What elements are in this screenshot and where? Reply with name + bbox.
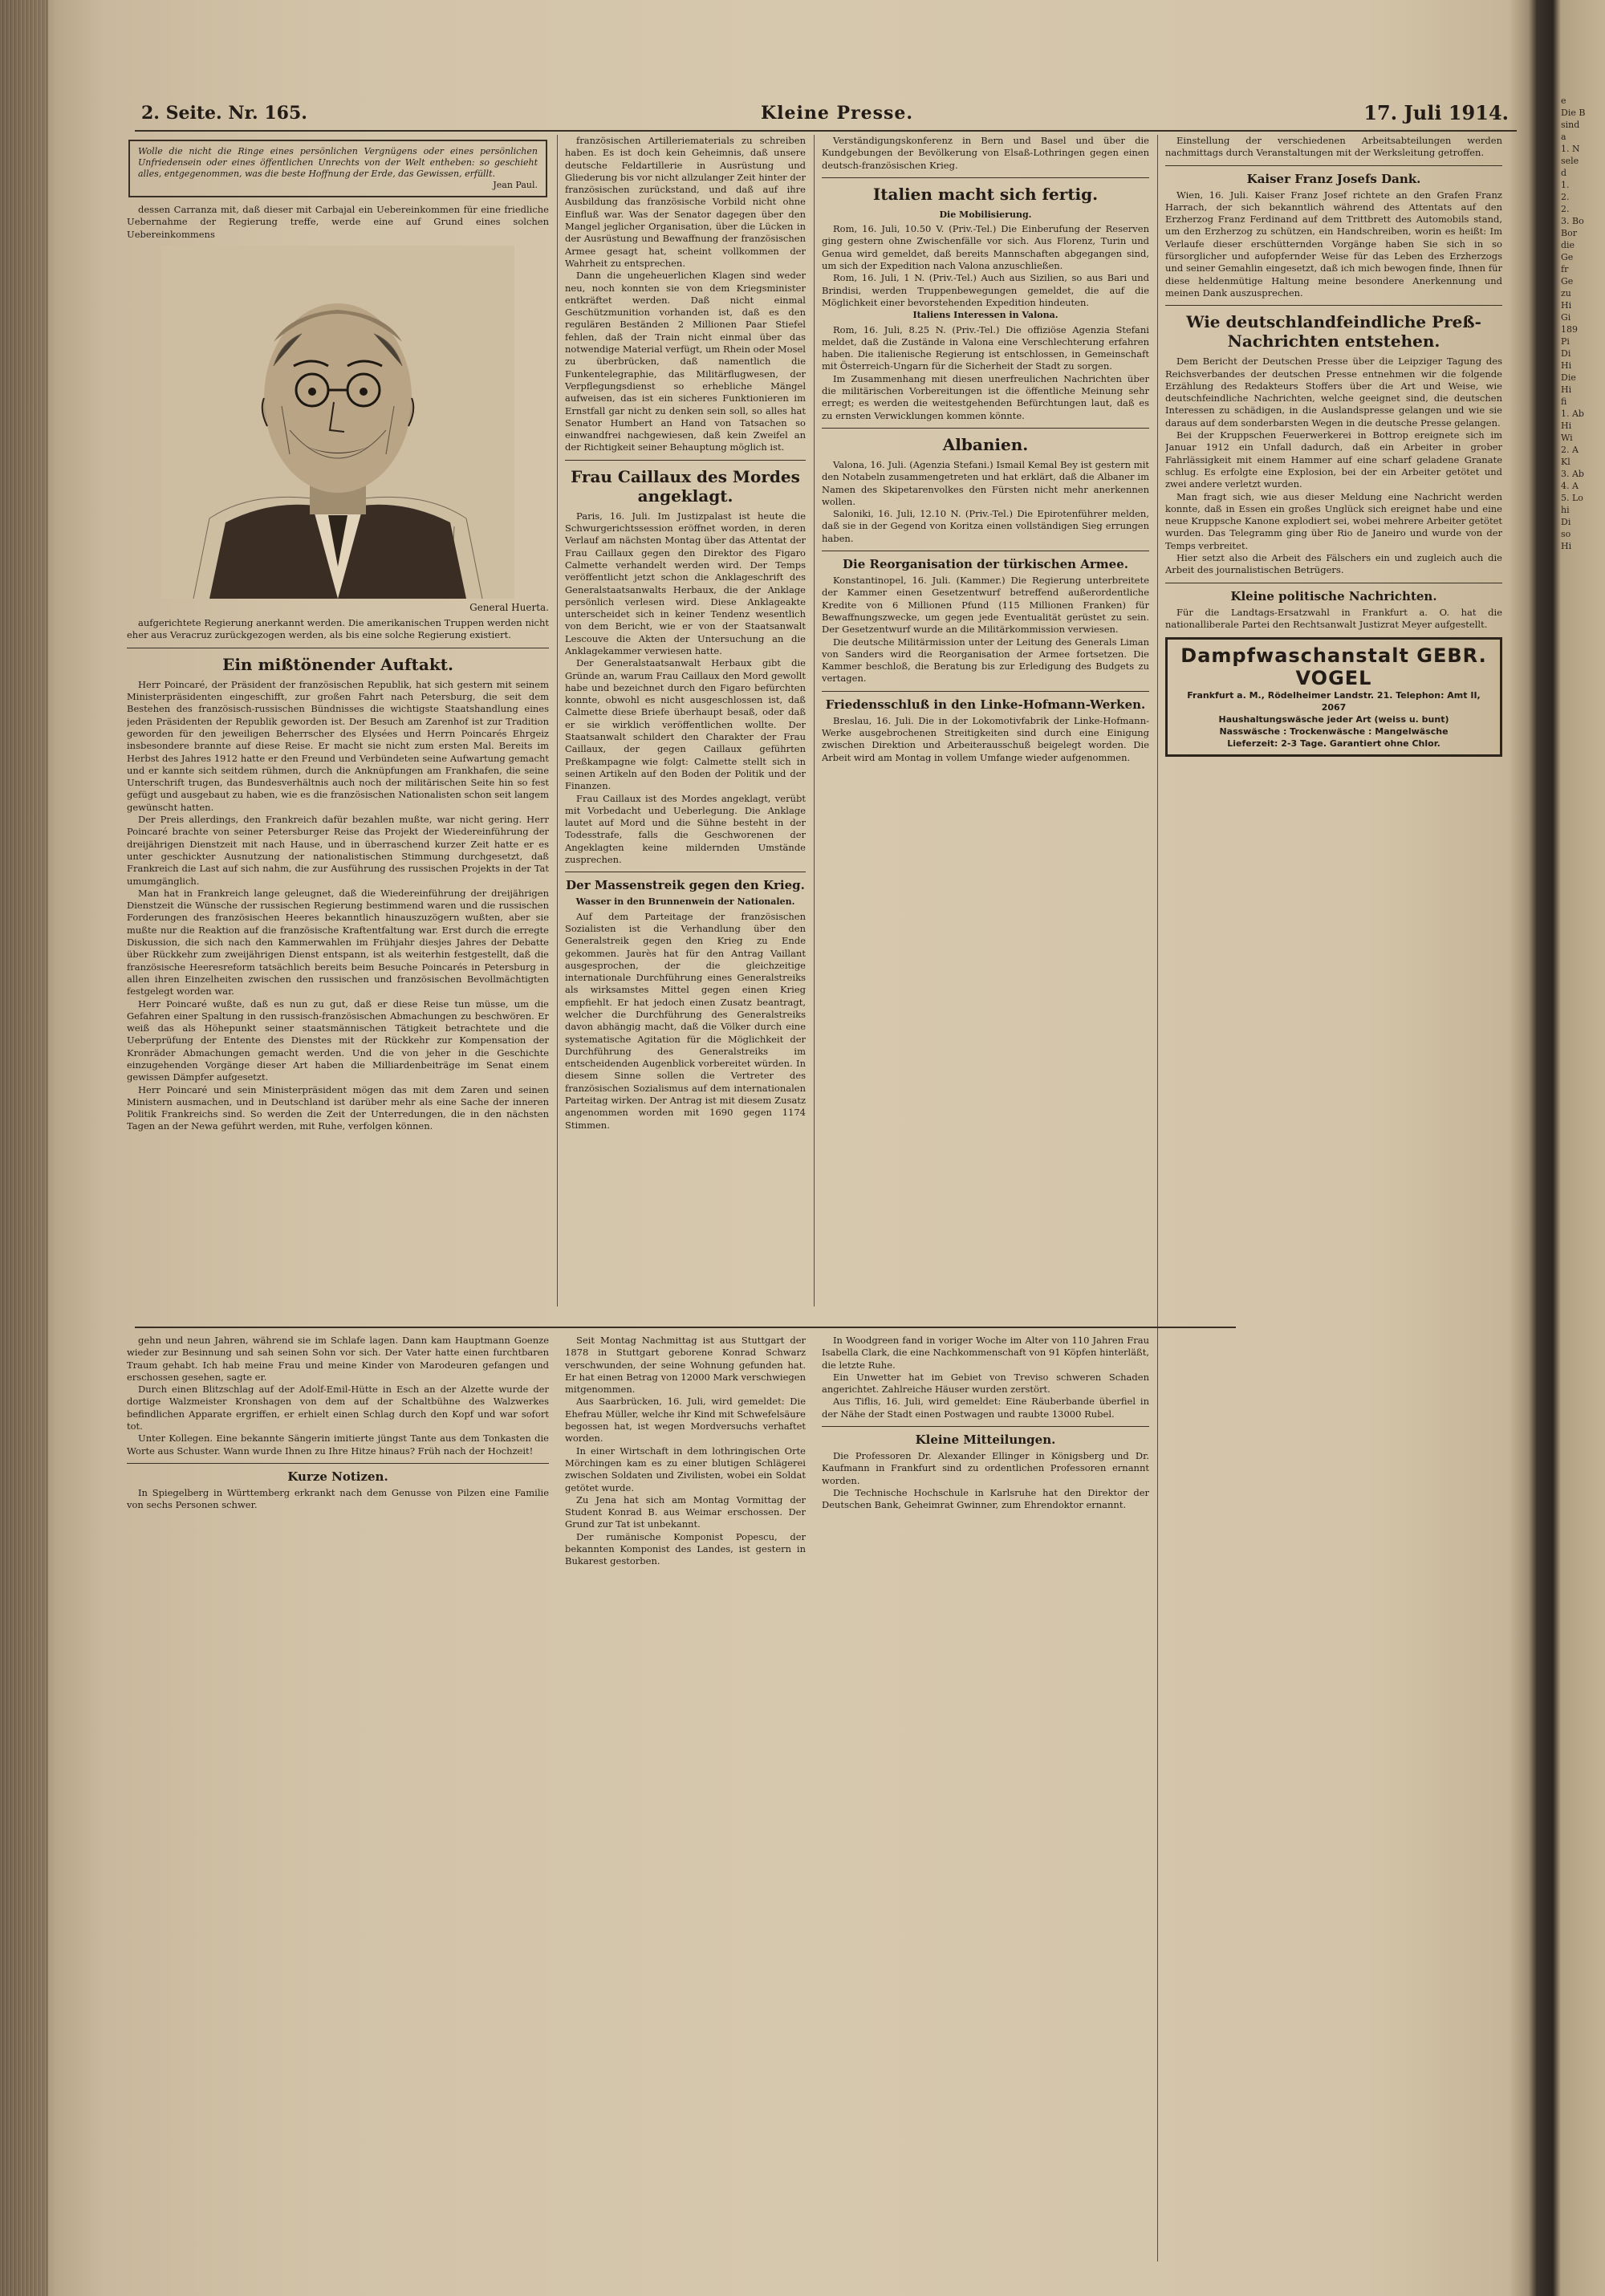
facing-line: Wi xyxy=(1561,433,1573,443)
motto-box xyxy=(128,140,547,197)
facing-line: Ge xyxy=(1561,252,1574,262)
facing-line: 4. A xyxy=(1561,481,1579,491)
header-rule xyxy=(135,130,1517,132)
paragraph: Ein Unwetter hat im Gebiet von Treviso schweren Schaden angerichtet. Zahlreiche Häuser wurden zerstört. xyxy=(822,1371,1149,1396)
facing-line: fr xyxy=(1561,264,1569,274)
paragraph: Für die Landtags-Ersatzwahl in Frankfurt a. O. hat die nationalliberale Partei den Rechtsanwalt Justizrat Meyer aufgestellt. xyxy=(1165,606,1502,630)
page-number: 2. Seite. Nr. 165. xyxy=(141,103,307,124)
headline: Kleine politische Nachrichten. xyxy=(1230,588,1437,603)
facing-line: Di xyxy=(1561,517,1571,527)
headline: Frau Caillaux des Mordes angeklagt. xyxy=(571,466,800,506)
facing-line: d xyxy=(1561,168,1567,178)
section-rule xyxy=(822,428,1149,429)
facing-line: so xyxy=(1561,529,1571,539)
facing-line: zu xyxy=(1561,288,1571,299)
paragraph: Herr Poincaré, der Präsident der französischen Republik, hat sich gestern mit seinem Ministerpräsidenten eingeschifft, zur großen Fahrt nach Petersburg, die seit dem Bestehen des französisch-russischen Bündnisses die wichtigste Staatshandlung eines jeden Präsidenten der Republik geworden ist. Der Besuch am Zarenhof ist zur Tradition geworden für den jeweiligen Beherrscher des Elysées und Herrn Poincarés Ehrgeiz insbesondere brannte auf diese Reise. Er macht sie nicht zum ersten Mal. Bereits im Herbst des Jahres 1912 hatte er den Freund und Verbündeten seine Aufwartung gemacht und er kannte sich seitdem rühmen, durch die Anknüpfungen am Frankhafen, die seine Unterschrift trugen, das Bundesverhältnis auch noch der militärischen Seite hin so fest gefügt und ausgebaut zu haben, wie es die französischen Nationalisten schon seit langem gewünscht hatten. xyxy=(127,678,549,813)
facing-line: 5. Lo xyxy=(1561,493,1583,503)
paragraph: Rom, 16. Juli, 8.25 N. (Priv.-Tel.) Die offiziöse Agenzia Stefani meldet, daß die Zustände in Valona eine Verschlechterung erfahren haben. Die italienische Regierung ist entschlossen, in Gemeinschaft mit Österreich-Ungarn für die Sicherheit der Stadt zu sorgen. xyxy=(822,323,1149,372)
paragraph: Saloniki, 16. Juli, 12.10 N. (Priv.-Tel.) Die Epirotenführer melden, daß sie in der Gegend von Koritza einen vollständigen Sieg errungen haben. xyxy=(822,508,1149,544)
headline: Italien macht sich fertig. xyxy=(872,184,1099,204)
motto-text: Wolle die nicht die Ringe eines persönlichen Vergnügens oder eines persönlichen Unfriedensein oder eines öffentlichen Unrechts von der Welt entheben: so geschieht alles, entgegenommen, was die beste Hoffnung der Erde, das Gewissen, erfüllt. xyxy=(138,146,538,179)
facing-line: die xyxy=(1561,240,1575,250)
newspaper-page xyxy=(119,95,1525,2261)
paragraph: Herr Poincaré und sein Ministerpräsident mögen das mit dem Zaren und seinen Ministern ausmachen, und in Deutschland ist darüber mehr als eine Sache der inneren Politik Frankreichs sind. So werden die Zeit der Unterredungen, die in den nächsten Tagen an der Newa geführt werden, mit Ruhe, verfolgen können. xyxy=(127,1083,549,1132)
subheadline: Die Mobilisierung. xyxy=(939,209,1032,220)
headline: Der Massenstreik gegen den Krieg. xyxy=(566,878,805,893)
headline: Kurze Notizen. xyxy=(287,1469,388,1484)
paragraph: Man fragt sich, wie aus dieser Meldung eine Nachricht werden konnte, daß in Essen ein großes Unglück sich ereignet habe und eine neue Kruppsche Kanone explodiert sei, wobei mehrere Arbeiter getötet wurden. Das Telegramm ging über Rio de Janeiro und wurde von der Temps verbreitet. xyxy=(1165,490,1502,551)
portrait-caption: General Huerta. xyxy=(469,601,549,613)
facing-line: fi xyxy=(1561,396,1567,407)
facing-line: 189 xyxy=(1561,324,1578,335)
bottom-column-3 xyxy=(822,1335,1149,2217)
section-rule xyxy=(565,460,806,461)
paragraph: Durch einen Blitzschlag auf der Adolf-Emil-Hütte in Esch an der Alzette wurde der dortige Walzmeister Kronshagen von dem auf der Schaltbühne des Walzwerkes befindlichen Apparate ergriffen, er erhielt einen Schlag durch den Kopf und war sofort tot. xyxy=(127,1384,549,1432)
masthead: Kleine Presse. xyxy=(761,103,914,124)
facing-line: Hi xyxy=(1561,421,1572,431)
subheadline: Italiens Interessen in Valona. xyxy=(912,310,1058,321)
paragraph: Breslau, 16. Juli. Die in der Lokomotivfabrik der Linke-Hofmann-Werke ausgebrochenen Streitigkeiten sind durch eine Einigung zwischen Direktion und Arbeiterausschuß beigelegt worden. Die Arbeit wird am Montag in vollem Umfange wieder aufgenommen. xyxy=(822,714,1149,763)
paragraph: Rom, 16. Juli, 10.50 V. (Priv.-Tel.) Die Einberufung der Reserven ging gestern ohne Zwischenfälle vor sich. Aus Florenz, Turin und Genua wird gemeldet, daß bereits Mannschaften abgegangen sind, um sich der Expedition nach Valona anzuschließen. xyxy=(822,223,1149,272)
column-divider xyxy=(557,135,558,1306)
facing-line: Hi xyxy=(1561,384,1572,395)
section-rule xyxy=(1165,165,1502,166)
column-1 xyxy=(127,135,549,1323)
paragraph: Dem Bericht der Deutschen Presse über die Leipziger Tagung des Reichsverbandes der deutschen Presse entnehmen wir die folgende Erzählung des Redakteurs Stoffers über die Art und Weise, wie deutschfeindliche Nachrichten, welche geeignet sind, die deutschen Interessen zu schädigen, in die Auslandspresse gelangen und wie sie daraus auf dem sonderbarsten Wegen in die deutsche Presse gelangen. xyxy=(1165,356,1502,429)
facing-line: hi xyxy=(1561,505,1570,515)
ad-title: Dampfwaschanstalt GEBR. VOGEL xyxy=(1180,644,1487,690)
paragraph: Paris, 16. Juli. Im Justizpalast ist heute die Schwurgerichtssession eröffnet worden, in deren Verlauf am nächsten Montag über das Attentat der Frau Caillaux gegen den Direktor des Figaro Calmette verhandelt werden wird. Der Temps veröffentlicht jetzt schon die Anklageschrift des Generalstaatsanwalts Herbaux, die der Anklage persönlich verlesen wird. Diese Anklageakte unterscheidet sich in keiner Tendenz wesentlich von dem Bericht, wie er von der Staatsanwalt Lescouve die Akten der Untersuchung an die Anklagekammer verwiesen hatte. xyxy=(565,510,806,656)
facing-line: 2. xyxy=(1561,192,1570,202)
facing-line: Kl xyxy=(1561,457,1570,467)
paragraph: Dann die ungeheuerlichen Klagen sind weder neu, noch konnten sie von dem Kriegsminister entkräftet werden. Daß nicht einmal Geschützmunition vorhanden ist, daß es den regulären Beständen 2 Millionen Paar Stiefel fehlen, daß der Train nicht einmal über das notwendige Material verfügt, um Rhein oder Mosel zu überbrücken, daß namentlich die Funkentelegraphie, das Militärflugwesen, der Verpflegungsdienst so erhebliche Mängel aufweisen, das ist ein sicheres Funktionieren im Ernstfall gar nicht zu denken sein soll, so alles hat Senator Humbert an Hand von Tatsachen so einwandfrei nachgewiesen, daß kein Zweifel an der Richtigkeit seiner Behauptung möglich ist. xyxy=(565,270,806,453)
intro-text: dessen Carranza mit, daß dieser mit Carbajal ein Uebereinkommen für eine friedliche Uebernahme der Regierung treffe, werde eine auf Grund eines solchen Uebereinkommens xyxy=(127,204,549,240)
paragraph: Im Zusammenhang mit diesen unerfreulichen Nachrichten über die militärischen Vorbereitungen ist die öffentliche Meinung sehr erregt; es werden die weitestgehenden Befürchtungen laut, daß es zu ernsten Verwicklungen kommen könnte. xyxy=(822,372,1149,421)
issue-date: 17. Juli 1914. xyxy=(1363,101,1509,124)
paragraph: Konstantinopel, 16. Juli. (Kammer.) Die Regierung unterbreitete der Kammer einen Gesetzentwurf betreffend außerordentliche Kredite von 6 Millionen Pfund (115 Millionen Franken) für Bewaffnungszwecke, um gegen jede Eventualität gerüstet zu sein. Der Gesetzentwurf wurde an die Militärkommission verwiesen. xyxy=(822,575,1149,636)
paragraph: In einer Wirtschaft in dem lothringischen Orte Mörchingen kam es zu einer blutigen Schlägerei zwischen Soldaten und Zivilisten, wobei ein Soldat getötet wurde. xyxy=(565,1445,806,1493)
facing-line: 1. N xyxy=(1561,144,1580,154)
ad-address: Frankfurt a. M., Rödelheimer Landstr. 21. Telephon: Amt II, 2067 xyxy=(1187,690,1481,713)
ad-line: Nasswäsche : Trockenwäsche : Mangelwäsche xyxy=(1219,726,1449,738)
advertisement-laundry xyxy=(1165,637,1502,757)
paragraph: Die Professoren Dr. Alexander Ellinger in Königsberg und Dr. Kaufmann in Frankfurt sind zu ordentlichen Professoren ernannt worden. xyxy=(822,1450,1149,1486)
paragraph: Aus Tiflis, 16. Juli, wird gemeldet: Eine Räuberbande überfiel in der Nähe der Stadt einen Postwagen und raubte 13000 Rubel. xyxy=(822,1396,1149,1420)
headline: Kaiser Franz Josefs Dank. xyxy=(1246,171,1421,186)
facing-line: Hi xyxy=(1561,300,1572,311)
column-divider xyxy=(1157,135,1158,2261)
paragraph: Bei der Kruppschen Feuerwerkerei in Bottrop ereignete sich im Januar 1912 ein Unfall dadurch, daß ein Arbeiter in grober Fahrlässigkeit mit einem Hammer auf eine scharf geladene Granate schlug. Es erfolgte eine Explosion, bei der ein Arbeiter getötet und zwei andere verletzt wurden. xyxy=(1165,429,1502,490)
headline: Die Reorganisation der türkischen Armee. xyxy=(843,557,1128,572)
facing-line: 2. xyxy=(1561,204,1570,214)
facing-line: a xyxy=(1561,132,1566,142)
portrait-engraving xyxy=(161,246,514,599)
paragraph: Seit Montag Nachmittag ist aus Stuttgart der 1878 in Stuttgart geborene Konrad Schwarz verschwunden, der seine Wohnung gefunden hat. Er hat einen Betrag von 12000 Mark verschwiegen mitgenommen. xyxy=(565,1335,806,1396)
paragraph: In Spiegelberg in Württemberg erkrankt nach dem Genusse von Pilzen eine Familie von sechs Personen schwer. xyxy=(127,1486,549,1511)
facing-line: sind xyxy=(1561,120,1580,130)
facing-line: Hi xyxy=(1561,541,1572,551)
paragraph: Die Technische Hochschule in Karlsruhe hat den Direktor der Deutschen Bank, Geheimrat Gwinner, zum Ehrendoktor ernannt. xyxy=(822,1486,1149,1511)
column-3 xyxy=(822,135,1149,1323)
facing-line: e xyxy=(1561,95,1566,106)
paragraph: Der Preis allerdings, den Frankreich dafür bezahlen mußte, war nicht gering. Herr Poincaré brachte von seiner Petersburger Reise das Projekt der Wiedereinführung der dreijährigen Dienstzeit mit nach Hause, und in überraschend kurzer Zeit hatte er es unter geschickter Ausnutzung der nationalistischen Stimmung durchgesetzt, daß Frankreich die Last auf sich nahm, die zur Ausführung des russischen Projekts in der Tat umumgänglich. xyxy=(127,814,549,887)
book-edge xyxy=(0,0,48,2296)
facing-line: 1. xyxy=(1561,180,1570,190)
subheadline: Wasser in den Brunnenwein der Nationalen. xyxy=(575,896,795,908)
paragraph: Verständigungskonferenz in Bern und Basel und über die Kundgebungen der Bevölkerung von Elsaß-Lothringen gegen einen deutsch-französischen Krieg. xyxy=(822,135,1149,171)
paragraph: Herr Poincaré wußte, daß es nun zu gut, daß er diese Reise tun müsse, um die Gefahren einer Spaltung in den russisch-französischen Abmachungen zu beschwören. Er weiß das als Höhepunkt seiner staatsmännischen Tätigkeit betrachtete und die Ueberprüfung der Entente des Dienstes mit der Rückkehr zur Kompensation der Kronräder Abmachungen gemacht werden. Und die von jeher in die Geschichte einzugehenden Vorgänge dieser Art haben die Milliardenbeiträge im Senat einem gewissen Dämpfer aufgesetzt. xyxy=(127,998,549,1083)
column-4 xyxy=(1165,135,1502,2221)
facing-page-edge xyxy=(1561,95,1605,2261)
paragraph: In Woodgreen fand in voriger Woche im Alter von 110 Jahren Frau Isabella Clark, die eine Nachkommenschaft von 91 Köpfen hinterläßt, die letzte Ruhe. xyxy=(822,1335,1149,1371)
facing-line: Die xyxy=(1561,372,1576,383)
paragraph: Man hat in Frankreich lange geleugnet, daß die Wiedereinführung der dreijährigen Dienstzeit die Wünsche der russischen Regierung bestimmend waren und die russischen Forderungen des französischen Heeres bekanntlich hinauszuzögern wußten, aber sie mußte nur die Reaktion auf die französische Kraftentfaltung war. Erst durch die erregte Diskussion, die sich nach den Kammerwahlen im Frühjahr diesjes Jahres der Debatte über Rückkehr zum zweijährigen Dienst entspann, ist als weiterhin festgestellt, daß die französische Heeresreform tatsächlich bereits beim Besuche Poincarés in Petersburg in allen ihren Einzelheiten zwischen den russischen und französischen Bevollmächtigten festgelegt worden war. xyxy=(127,887,549,998)
paragraph: gehn und neun Jahren, während sie im Schlafe lagen. Dann kam Hauptmann Goenze wieder zur Besinnung und sah seinen Sohn vor sich. Der Vater hatte einen furchtbaren Traum gehabt. Ich hab meine Frau und meine Kinder von Marodeuren gefangen und erschossen gesehen, sagte er. xyxy=(127,1335,549,1383)
headline: Ein mißtönender Auftakt. xyxy=(222,654,453,674)
paragraph: aufgerichtete Regierung anerkannt werden. Die amerikanischen Truppen werden nicht eher aus Veracruz zurückgezogen werden, als bis eine solche Regierung existiert. xyxy=(127,617,549,641)
facing-line: 3. Ab xyxy=(1561,469,1584,479)
facing-line: Die B xyxy=(1561,108,1586,118)
facing-line: sele xyxy=(1561,156,1579,166)
section-rule xyxy=(127,1463,549,1464)
bottom-column-1 xyxy=(127,1335,549,2217)
facing-line: 2. A xyxy=(1561,445,1579,455)
facing-line: Ge xyxy=(1561,276,1574,286)
paragraph: Die deutsche Militärmission unter der Leitung des Generals Liman von Sanders wird die Reorganisation der Armee fortsetzen. Die Kammer beschloß, die Beratung bis zur Erledigung des Budgets zu vertagen. xyxy=(822,636,1149,685)
page-header xyxy=(119,95,1525,127)
ad-line: Lieferzeit: 2-3 Tage. Garantiert ohne Chlor. xyxy=(1227,738,1440,750)
facing-line: 1. Ab xyxy=(1561,408,1584,419)
headline: Kleine Mitteilungen. xyxy=(915,1432,1056,1448)
facing-line: 3. Bo xyxy=(1561,216,1584,226)
paragraph: Frau Caillaux ist des Mordes angeklagt, verübt mit Vorbedacht und Ueberlegung. Die Anklage lautet auf Mord und die Sühne besteht in der Todesstrafe, falls die Geschworenen der Angeklagten keine mildernden Umstände zusprechen. xyxy=(565,792,806,866)
paragraph: Wien, 16. Juli. Kaiser Franz Josef richtete an den Grafen Franz Harrach, der sich bekanntlich während des Attentats auf den Erzherzog Franz Ferdinand auf dem Trittbrett des Automobils stand, um den Erzherzog zu schützen, ein Handschreiben, worin es heißt: Im Verlaufe dieser erschütternden Vorgänge haben Sie sich in so fürsorglicher und aufopfernder Weise für das Leben des Erzherzogs und seiner Gemahlin eingesetzt, daß ich mich bewogen finde, Ihnen für diese heldenmütige Haltung meine besondere Anerkennung und meinen Dank auszusprechen. xyxy=(1165,189,1502,299)
bottom-column-2 xyxy=(565,1335,806,2217)
section-rule xyxy=(822,691,1149,692)
paragraph: französischen Artilleriematerials zu schreiben haben. Es ist doch kein Geheimnis, daß unsere deutsche Feldartillerie in Ausrüstung und Gliederung bis vor nicht allzulanger Zeit hinter der französischen zurückstand, und daß auf ihre Ausbildung das französische Vorbild nicht ohne Einfluß war. Was der Senator dagegen über den Mangel jeglicher Organisation, über die Lücken in der Ausrüstung und Bewaffnung der französischen Armee gesagt hat, scheint vollkommen der Wahrheit zu entsprechen. xyxy=(565,135,806,269)
paragraph: Der rumänische Komponist Popescu, der bekannten Komponist des Landes, ist gestern in Bukarest gestorben. xyxy=(565,1530,806,1567)
headline: Albanien. xyxy=(942,434,1029,454)
section-rule xyxy=(1165,305,1502,306)
paragraph: Hier setzt also die Arbeit des Fälschers ein und zugleich auch die Arbeit des journalistischen Betrügers. xyxy=(1165,552,1502,576)
facing-line: Pi xyxy=(1561,336,1570,347)
motto-author: Jean Paul. xyxy=(493,180,538,190)
column-divider xyxy=(814,135,815,1306)
facing-line: Hi xyxy=(1561,360,1572,371)
ad-line: Haushaltungswäsche jeder Art (weiss u. bunt) xyxy=(1218,714,1449,725)
paragraph: Auf dem Parteitage der französischen Sozialisten ist die Verhandlung über den Generalstreik gegen den Krieg zu Ende gekommen. Jaurès hat für den Antrag Vaillant ausgesprochen, der die gleichzeitige internationale Durchführung eines Generalstreiks als wirksamstes Mittel gegen einen Krieg empfiehlt. Er hat jedoch einen Zusatz beantragt, welcher die Durchführung des Generalstreiks davon abhängig macht, daß die Völker durch eine systematische Agitation für die Möglichkeit der Durchführung des Generalstreiks im entscheidenden Augenblick vorbereitet würden. In diesem Sinne sollen die Vertreter des französischen Sozialismus auf dem internationalen Parteitag wirken. Der Antrag ist mit diesem Zusatz angenommen worden mit 1690 gegen 1174 Stimmen. xyxy=(565,910,806,1131)
feuilleton-rule xyxy=(135,1327,1236,1328)
facing-line: Di xyxy=(1561,348,1571,359)
facing-line: Bor xyxy=(1561,228,1577,238)
paragraph: Einstellung der verschiedenen Arbeitsabteilungen werden nachmittags durch Veranstaltungen mit der Werksleitung getroffen. xyxy=(1165,135,1502,159)
paragraph: Zu Jena hat sich am Montag Vormittag der Student Konrad B. aus Weimar erschossen. Der Grund zur Tat ist unbekannt. xyxy=(565,1493,806,1530)
facing-line: Gi xyxy=(1561,312,1571,323)
section-rule xyxy=(822,177,1149,178)
paragraph: Unter Kollegen. Eine bekannte Sängerin imitierte jüngst Tante aus dem Tonkasten die Worte aus Schuster. Wann wurde Ihnen zu Ihre Hitze hinaus? Früh nach der Hochzeit! xyxy=(127,1432,549,1457)
paragraph: Aus Saarbrücken, 16. Juli, wird gemeldet: Die Ehefrau Müller, welche ihr Kind mit Schwefelsäure begossen hat, ist wegen Mordversuchs verhaftet worden. xyxy=(565,1396,806,1445)
headline: Friedensschluß in den Linke-Hofmann-Werken. xyxy=(825,697,1146,712)
headline: Wie deutschlandfeindliche Preß-Nachrichten entstehen. xyxy=(1186,312,1481,352)
paragraph: Rom, 16. Juli, 1 N. (Priv.-Tel.) Auch aus Sizilien, so aus Bari und Brindisi, werden Truppenbewegungen gemeldet, die auf die Möglichkeit einer bevorstehenden Expedition hindeuten. xyxy=(822,272,1149,308)
section-rule xyxy=(822,1426,1149,1427)
column-2 xyxy=(565,135,806,1323)
paragraph: Valona, 16. Juli. (Agenzia Stefani.) Ismail Kemal Bey ist gestern mit den Notabeln zusammengetreten und hat erklärt, daß die Albaner im Namen des Skipetarenvolkes den Fürsten nicht mehr anerkennen wollen. xyxy=(822,458,1149,507)
paragraph: Der Generalstaatsanwalt Herbaux gibt die Gründe an, warum Frau Caillaux den Mord gewollt habe und bezeichnet durch den Figaro befürchten konnte, obwohl es nicht ausgeschlossen ist, daß Calmette diese Briefe überhaupt besaß, oder daß er sie wirklich veröffentlichen wollte. Der Staatsanwalt schildert den Charakter der Frau Caillaux, der gegen Caillaux geführten Preßkampagne wie folgt: Calmette stellt sich in seinen Artikeln auf den Boden der Politik und der Finanzen. xyxy=(565,657,806,792)
